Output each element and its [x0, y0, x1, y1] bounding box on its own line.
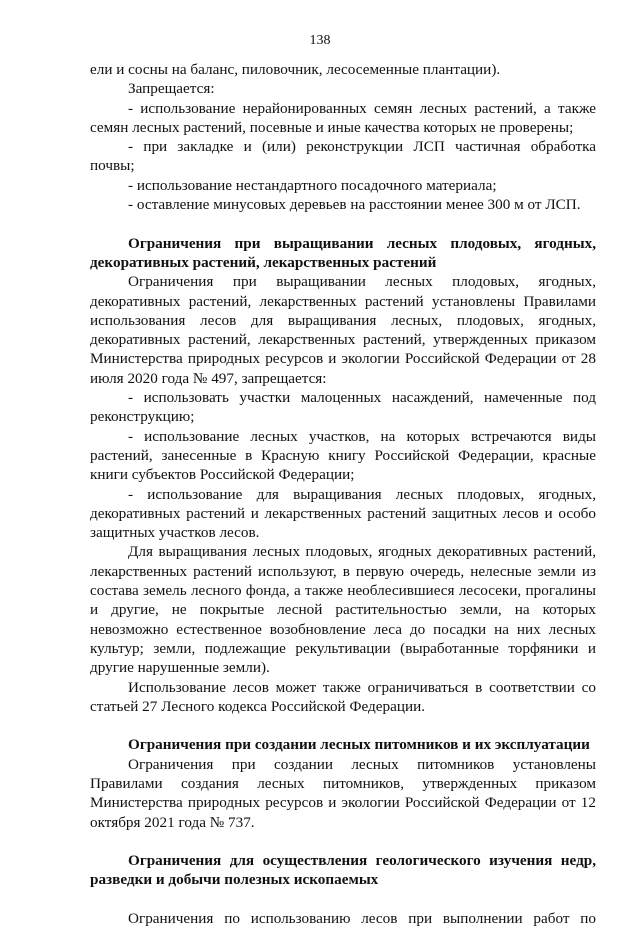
text-line: Запрещается:	[128, 80, 215, 98]
text-line: июля 2020 года № 497, запрещается:	[90, 369, 327, 387]
text-line: Министерства природных ресурсов и экологии Российской Федерации от 28	[90, 350, 596, 368]
text-line: реконструкцию;	[90, 408, 195, 426]
list-item: - использование лесных участков, на которых встречаются виды	[128, 427, 596, 445]
text-line: октября 2021 года № 737.	[90, 813, 255, 831]
text-line: декоративных растений и лекарственных растений защитных лесов и особо	[90, 504, 596, 522]
list-item: - использование для выращивания лесных плодовых, ягодных,	[128, 485, 596, 503]
text-line: невозможно естественное возобновление леса до посадки на них лесных	[90, 620, 596, 638]
text-line: лекарственных растений используют, в первую очередь, нелесные земли из	[90, 562, 596, 580]
list-item: - оставление минусовых деревьев на расстоянии менее 300 м от ЛСП.	[128, 196, 581, 214]
text-line: Министерства природных ресурсов и экологии Российской Федерации от 12	[90, 794, 596, 812]
text-line: и другие, не покрытые лесной растительностью земли, на которых	[90, 601, 596, 619]
list-item: - использовать участки малоценных насаждений, намеченные под	[128, 389, 596, 407]
section-heading: разведки и добычи полезных ископаемых	[90, 871, 379, 889]
section-heading: Ограничения при выращивании лесных плодовых, ягодных,	[128, 234, 596, 252]
spacer	[90, 890, 596, 909]
section-heading: Ограничения при создании лесных питомников и их эксплуатации	[128, 736, 590, 754]
text-line: ели и сосны на баланс, пиловочник, лесосеменные плантации).	[90, 61, 501, 78]
text-line: Использование лесов может также ограничиваться в соответствии со	[128, 678, 596, 696]
spacer	[90, 832, 596, 851]
text-line: Для выращивания лесных плодовых, ягодных декоративных растений,	[128, 543, 596, 561]
text-line: декоративных растений, лекарственных растений, утвержденных приказом	[90, 331, 596, 349]
page-body	[90, 60, 596, 928]
text-line: состава земель лесного фонда, а также необлесившиеся лесосеки, прогалины	[90, 582, 596, 600]
list-item: - при закладке и (или) реконструкции ЛСП частичная обработка	[128, 138, 596, 156]
text-line: Ограничения по использованию лесов при выполнении работ по	[128, 910, 596, 928]
section-heading: Ограничения для осуществления геологического изучения недр,	[128, 852, 596, 870]
text-line: растений, занесенные в Красную книгу Российской Федерации, красные	[90, 446, 596, 464]
text-line: Ограничения при выращивании лесных плодовых, ягодных,	[128, 273, 596, 291]
spacer	[90, 716, 596, 735]
list-item: - использование нестандартного посадочного материала;	[128, 176, 497, 194]
section-heading: декоративных растений, лекарственных растений	[90, 253, 437, 271]
spacer	[90, 214, 596, 233]
text-line: декоративных растений, лекарственных растений установлены Правилами	[90, 292, 596, 310]
text-line: культур; земли, подлежащие рекультивации (выработанные торфяники и	[90, 639, 596, 657]
text-line: семян лесных растений, посевные и иные качества которых не проверены;	[90, 118, 574, 136]
text-line: статьей 27 Лесного кодекса Российской Федерации.	[90, 697, 426, 715]
text-line: почвы;	[90, 157, 135, 175]
text-line: Правилами создания лесных питомников, утвержденных приказом	[90, 774, 596, 792]
text-line: использования лесов для выращивания лесных, плодовых, ягодных,	[90, 311, 596, 329]
text-line: другие нарушенные земли).	[90, 659, 270, 677]
list-item: - использование нерайонированных семян лесных растений, а также	[128, 99, 596, 117]
text-line: книги субъектов Российской Федерации;	[90, 466, 355, 484]
text-line: Ограничения при создании лесных питомников установлены	[128, 755, 596, 773]
page-number: 138	[309, 33, 331, 48]
text-line: защитных участков лесов.	[90, 524, 260, 542]
